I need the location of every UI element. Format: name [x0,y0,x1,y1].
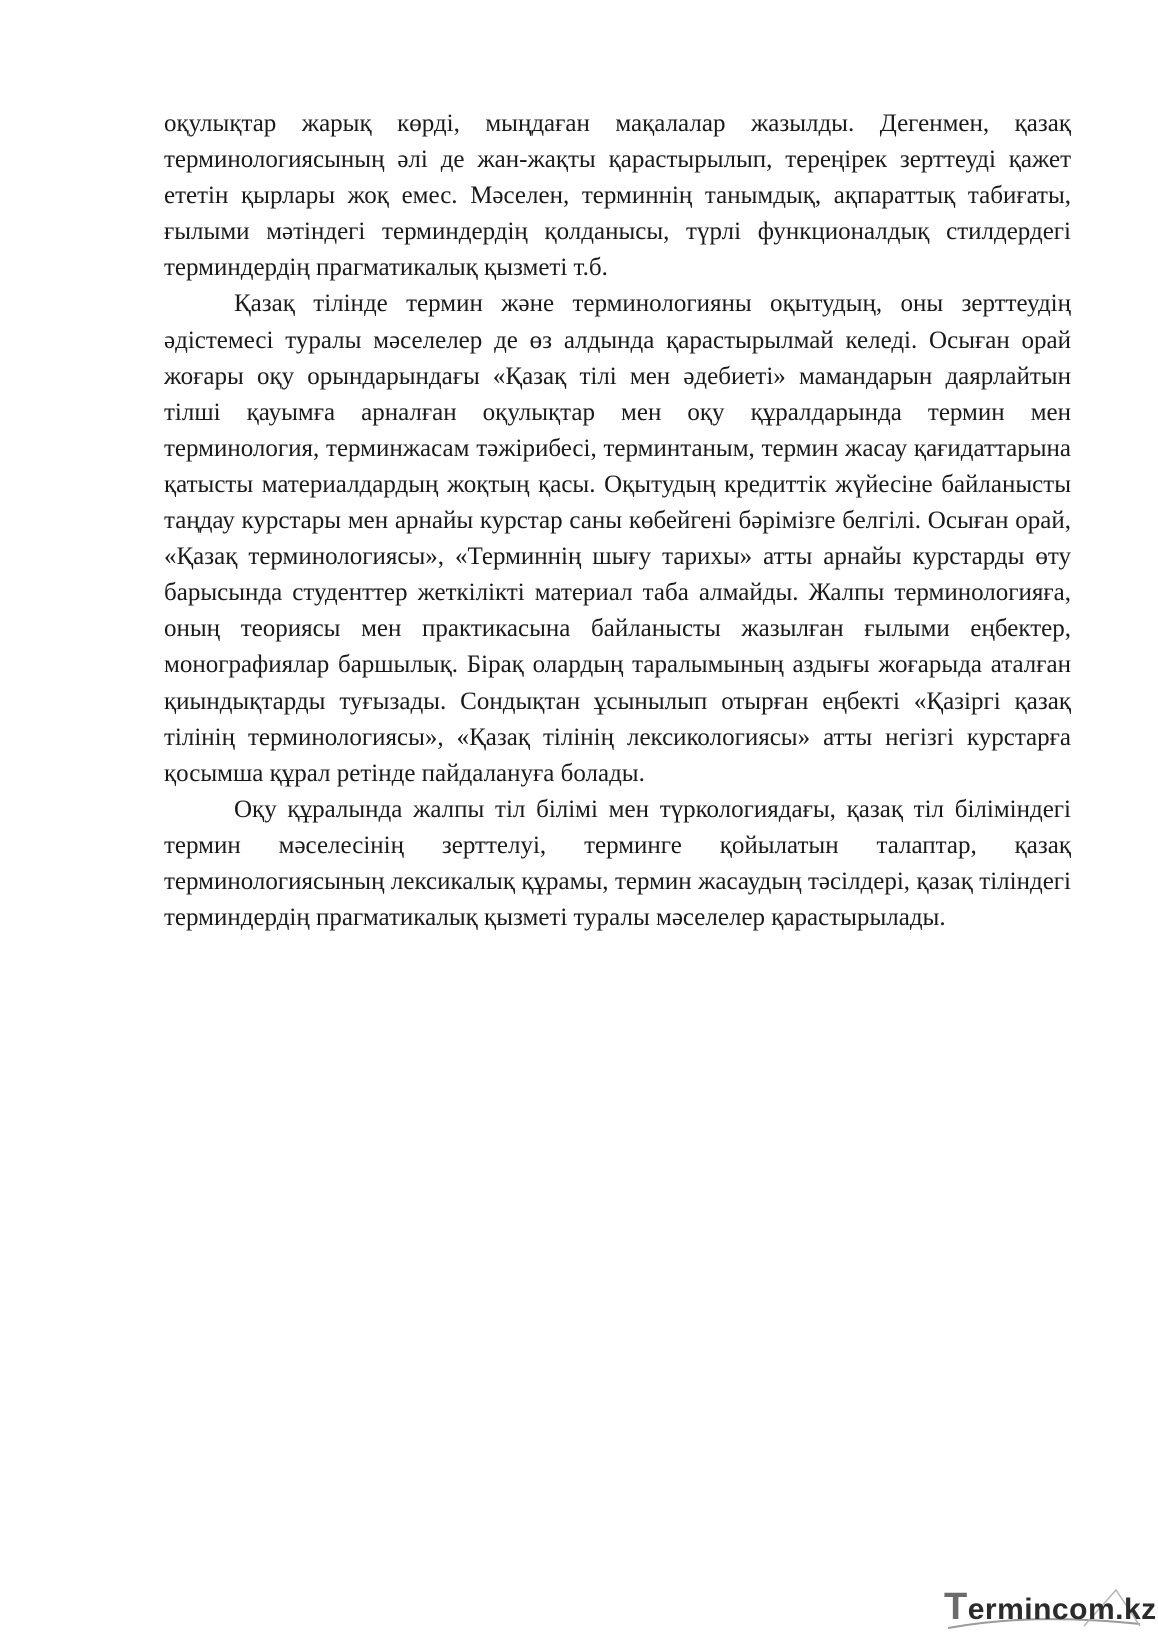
termincom-logo [944,1582,1157,1630]
logo-initial: T [944,1586,968,1628]
document-body [164,106,1071,936]
paragraph-textbook-contents: Оқу құралында жалпы тіл білімі мен түркологиядағы, қазақ тіл біліміндегі термин мәселесінің зерттелуі, терминге қойылатын талаптар, қазақ терминологиясының лексикалық құрамы, термин жасаудың тәсілдері, қазақ тіліндегі терминдердің прагматикалық қызметі туралы мәселелер қарастырылады. [164,795,1071,932]
logo-o: o [1069,1593,1088,1626]
paragraph-continuation: оқулықтар жарық көрді, мыңдаған мақалалар жазылды. Дегенмен, қазақ терминологиясының әлі де жан-жақты қарастырылып, тереңірек зерттеуді қажет ететін қырлары жоқ емес. Мәселен, терминнің танымдық, ақпараттық табиғаты, ғылыми мәтіндегі терминдердің қолданысы, түрлі функционалдық стилдердегі терминдердің прагматикалық қызметі т.б. [164,110,1071,282]
logo-suffix: m.kz [1087,1593,1157,1626]
logo-text-part: erminc [967,1593,1070,1626]
logo-text [944,1586,1157,1629]
paragraph-teaching-methods: Қазақ тілінде термин және терминологияны оқытудың, оны зерттеудің әдістемесі туралы мәселелер де өз алдында қарастырылмай келеді. Осыған орай жоғары оқу орындарындағы «Қазақ тілі мен әдебиеті» мамандарын даярлайтын тілші қауымға арналған оқулықтар мен оқу құралдарында термин мен терминология, терминжасам тәжірибесі, терминтаным, термин жасау қағидаттарына қатысты материалдардың жоқтың қасы. Оқытудың кредиттік жүйесіне байланысты таңдау курстары мен арнайы курстар саны көбейгені бәрімізге белгілі. Осыған орай, «Қазақ терминологиясы», «Терминнің шығу тарихы» атты арнайы курстарды өту барысында студенттер жеткілікті материал таба алмайды. Жалпы терминологияға, оның теориясы мен практикасына байланысты жазылған ғылыми еңбектер, монографиялар баршылық. Бірақ олардың таралымының аздығы жоғарыда аталған қиындықтарды туғызады. Сондықтан ұсынылып отырған еңбекті «Қазіргі қазақ тілінің терминологиясы», «Қазақ тілінің лексикологиясы» атты негізгі курстарға қосымша құрал ретінде пайдалануға болады. [164,290,1071,787]
